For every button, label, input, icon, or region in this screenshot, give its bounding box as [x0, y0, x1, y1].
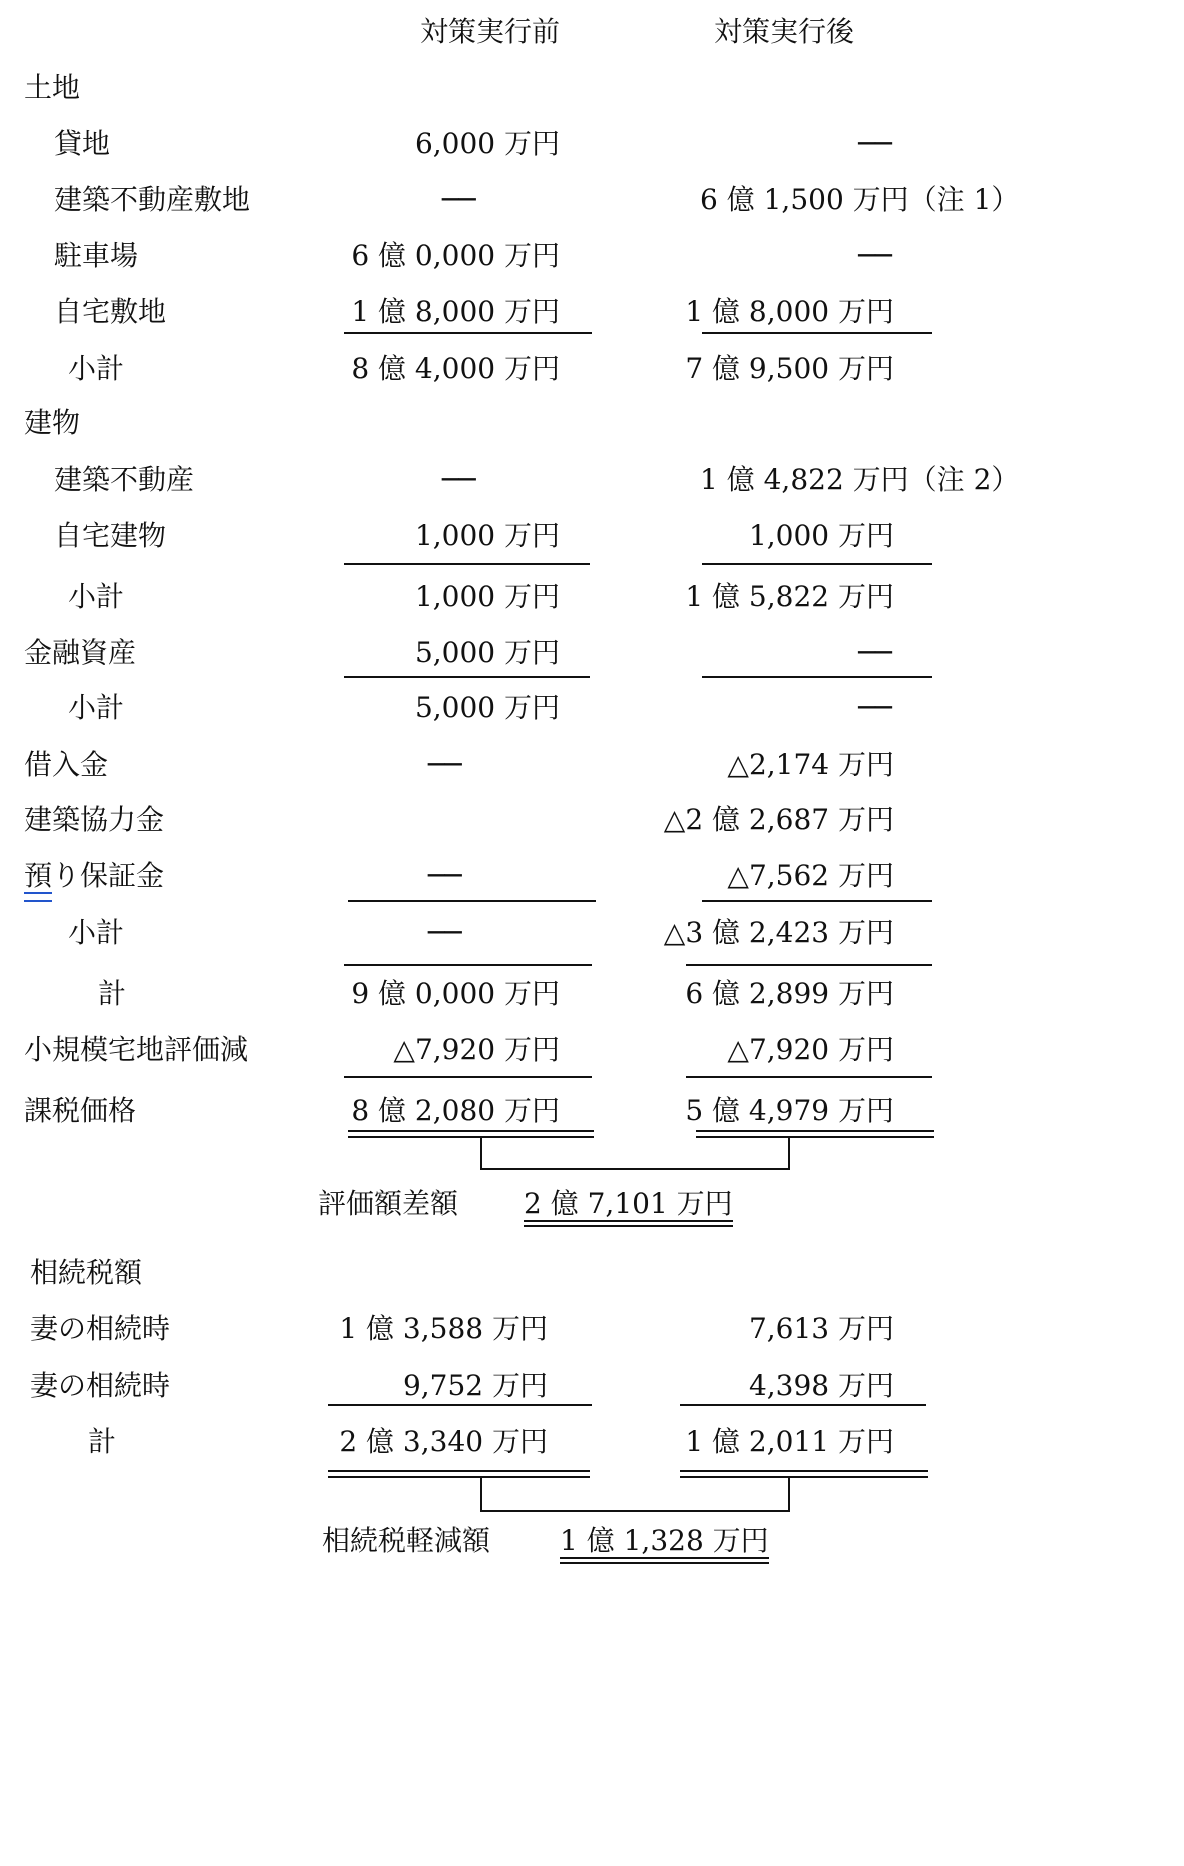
- row-label-home-site: 自宅敷地: [54, 295, 167, 328]
- bracket-2-bottom: [480, 1510, 790, 1512]
- row-label-loan: 借入金: [24, 748, 109, 781]
- small-residential-after: △7,920 万円: [727, 1033, 894, 1066]
- building-site-before: ──: [442, 183, 476, 216]
- financial-after: ──: [858, 636, 892, 669]
- rule-tax-before: [328, 1404, 592, 1406]
- header-after: 対策実行後: [714, 15, 855, 48]
- valuation-difference-label: 評価額差額: [318, 1187, 459, 1220]
- row-label-financial: 金融資産: [24, 636, 137, 669]
- wife2-before: 9,752 万円: [402, 1369, 548, 1402]
- tax-total-before: 2 億 3,340 万円: [339, 1425, 548, 1458]
- bracket-1-left: [480, 1138, 482, 1170]
- bracket-1-bottom: [480, 1168, 790, 1170]
- section-buildings: 建物: [24, 406, 81, 439]
- row-label-building-subtotal: 小計: [68, 580, 125, 613]
- tax-reduction-label: 相続税軽減額: [322, 1524, 491, 1557]
- rule-taxable-after: [686, 1076, 932, 1078]
- deposit-before: ──: [428, 859, 462, 892]
- row-label-wife2: 妻の相続時: [30, 1369, 171, 1402]
- home-building-after: 1,000 万円: [748, 519, 894, 552]
- section-inheritance-tax: 相続税額: [30, 1256, 143, 1289]
- rule-total-before: [344, 964, 592, 966]
- rule-liability-after: [702, 900, 932, 902]
- rule-financial-after: [702, 676, 932, 678]
- rule-taxable-before: [344, 1076, 592, 1078]
- row-label-building-site: 建築不動産敷地: [54, 183, 251, 216]
- building-subtotal-after: 1 億 5,822 万円: [685, 580, 894, 613]
- row-label-construction-coop: 建築協力金: [24, 803, 165, 836]
- row-label-rental-land: 貸地: [54, 127, 111, 160]
- row-label-liability-subtotal: 小計: [68, 916, 125, 949]
- wife1-after: 7,613 万円: [748, 1312, 894, 1345]
- spellcheck-underline: [24, 892, 52, 902]
- bracket-2-right: [788, 1478, 790, 1512]
- wife2-after: 4,398 万円: [748, 1369, 894, 1402]
- deposit-label-rest: り保証金: [52, 859, 165, 892]
- wife1-before: 1 億 3,588 万円: [339, 1312, 548, 1345]
- rental-land-before: 6,000 万円: [414, 127, 560, 160]
- row-label-taxable-value: 課税価格: [24, 1094, 137, 1127]
- home-site-after: 1 億 8,000 万円: [685, 295, 894, 328]
- financial-before: 5,000 万円: [414, 636, 560, 669]
- land-subtotal-after: 7 億 9,500 万円: [685, 352, 894, 385]
- tax-reduction-value: 1 億 1,328 万円: [560, 1524, 769, 1557]
- double-rule-tax-before-1: [328, 1470, 590, 1472]
- rule-building-before: [344, 563, 590, 565]
- row-label-parking: 駐車場: [54, 239, 139, 272]
- deposit-prefix: 預: [24, 859, 53, 892]
- land-subtotal-before: 8 億 4,000 万円: [351, 352, 560, 385]
- bracket-2-left: [480, 1478, 482, 1512]
- row-label-financial-subtotal: 小計: [68, 691, 125, 724]
- rule-land-before: [344, 332, 592, 334]
- financial-subtotal-after: ──: [858, 691, 892, 724]
- valuation-difference-value: 2 億 7,101 万円: [524, 1187, 733, 1220]
- row-label-small-residential: 小規模宅地評価減: [24, 1033, 249, 1066]
- double-rule-after-1: [696, 1130, 934, 1132]
- header-before: 対策実行前: [420, 15, 561, 48]
- row-label-home-building: 自宅建物: [54, 519, 167, 552]
- bracket-1-right: [788, 1138, 790, 1170]
- taxable-value-before: 8 億 2,080 万円: [351, 1094, 560, 1127]
- taxable-value-after: 5 億 4,979 万円: [685, 1094, 894, 1127]
- section-land: 土地: [24, 71, 81, 104]
- liability-subtotal-after: △3 億 2,423 万円: [663, 916, 894, 949]
- loan-before: ──: [428, 748, 462, 781]
- row-label-wife1: 妻の相続時: [30, 1312, 171, 1345]
- parking-before: 6 億 0,000 万円: [351, 239, 560, 272]
- double-rule-before-1: [348, 1130, 594, 1132]
- building-subtotal-before: 1,000 万円: [414, 580, 560, 613]
- rule-building-after: [702, 563, 932, 565]
- row-label-building-property: 建築不動産: [54, 463, 195, 496]
- building-property-after: 1 億 4,822 万円（注 2）: [700, 463, 1020, 496]
- deposit-after: △7,562 万円: [727, 859, 894, 892]
- rule-land-after: [702, 332, 932, 334]
- home-site-before: 1 億 8,000 万円: [351, 295, 560, 328]
- rule-total-after: [686, 964, 932, 966]
- double-rule-before-2: [348, 1136, 594, 1138]
- loan-after: △2,174 万円: [727, 748, 894, 781]
- building-site-after: 6 億 1,500 万円（注 1）: [700, 183, 1020, 216]
- row-label-land-subtotal: 小計: [68, 352, 125, 385]
- row-label-total: 計: [98, 977, 127, 1010]
- double-rule-tax-before-2: [328, 1476, 590, 1478]
- double-rule-tax-after-2: [680, 1476, 928, 1478]
- construction-coop-after: △2 億 2,687 万円: [663, 803, 894, 836]
- total-before: 9 億 0,000 万円: [351, 977, 560, 1010]
- rule-financial-before: [344, 676, 590, 678]
- rule-liability-before: [348, 900, 596, 902]
- rule-tax-after: [680, 1404, 926, 1406]
- double-rule-tax-after-1: [680, 1470, 928, 1472]
- liability-subtotal-before: ──: [428, 916, 462, 949]
- home-building-before: 1,000 万円: [414, 519, 560, 552]
- building-property-before: ──: [442, 463, 476, 496]
- small-residential-before: △7,920 万円: [393, 1033, 560, 1066]
- double-rule-after-2: [696, 1136, 934, 1138]
- financial-subtotal-before: 5,000 万円: [414, 691, 560, 724]
- row-label-tax-total: 計: [88, 1425, 117, 1458]
- rental-land-after: ──: [858, 127, 892, 160]
- parking-after: ──: [858, 239, 892, 272]
- row-label-deposit: [24, 859, 165, 892]
- total-after: 6 億 2,899 万円: [685, 977, 894, 1010]
- tax-total-after: 1 億 2,011 万円: [685, 1425, 894, 1458]
